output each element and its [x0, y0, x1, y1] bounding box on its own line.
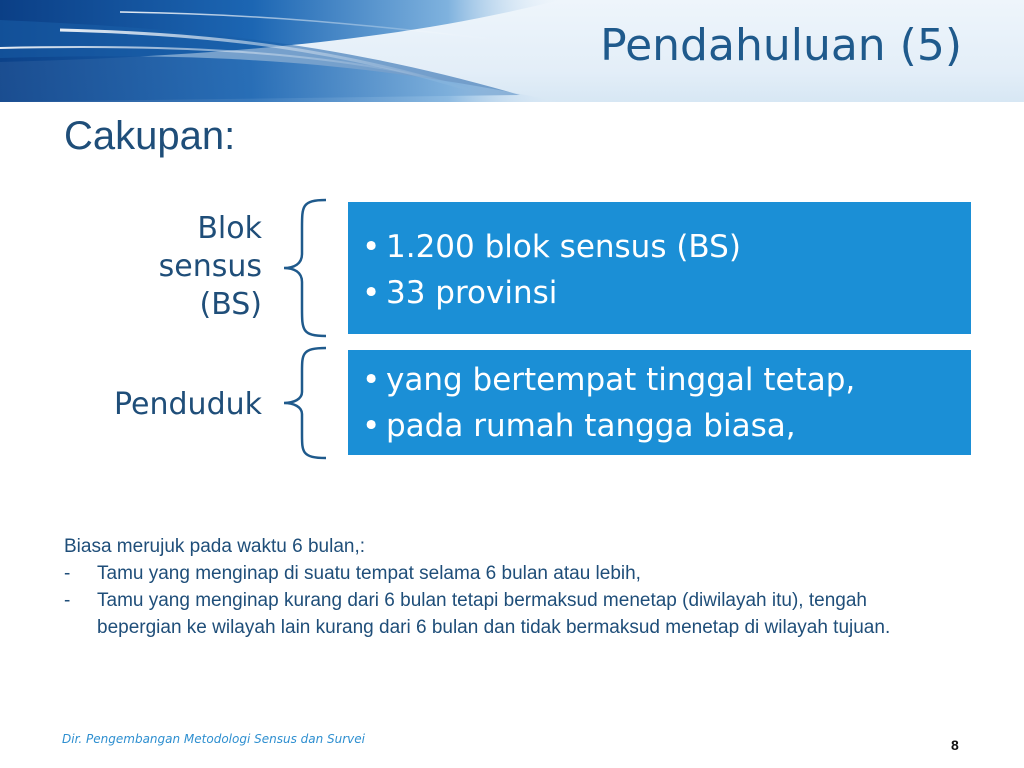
dash-bullet: - [64, 590, 71, 611]
row-label-blok-sensus [159, 210, 262, 324]
footer-organization: Dir. Pengembangan Metodologi Sensus dan Survei [62, 732, 365, 746]
bullet-text: yang bertempat tinggal tetap, [386, 362, 856, 398]
bullet-box-penduduk [348, 350, 971, 455]
bullet-item [362, 357, 971, 403]
row-label-penduduk [114, 386, 262, 424]
bullet-dot-icon: • [362, 408, 381, 444]
bullet-text: pada rumah tangga biasa, [386, 408, 796, 444]
bullet-dot-icon: • [362, 275, 381, 311]
page-number: 8 [951, 737, 959, 753]
bullet-dot-icon: • [362, 229, 381, 265]
curly-brace-icon [280, 346, 330, 460]
slide-title: Pendahuluan (5) [600, 20, 962, 71]
note-item [64, 560, 944, 587]
curly-brace-icon [280, 198, 330, 338]
bullet-text: 1.200 blok sensus (BS) [386, 229, 741, 265]
note-item-text: Tamu yang menginap di suatu tempat selama 6 bulan atau lebih, [97, 563, 641, 584]
note-item [64, 587, 944, 641]
bullet-box-blok-sensus [348, 202, 971, 334]
label-line: sensus [158, 249, 262, 284]
bullet-text: 33 provinsi [386, 275, 558, 311]
note-block [64, 533, 944, 641]
header-banner [0, 0, 1024, 102]
section-heading: Cakupan: [64, 114, 236, 158]
note-intro: Biasa merujuk pada waktu 6 bulan,: [64, 536, 366, 557]
bullet-item [362, 270, 971, 316]
bullet-item [362, 403, 971, 449]
note-item-text: Tamu yang menginap kurang dari 6 bulan tetapi bermaksud menetap (diwilayah itu), tengah bepergian ke wilayah lain kurang dari 6 bulan dan tidak bermaksud menetap di wilayah tujuan. [97, 590, 891, 638]
label-line: Blok [197, 211, 262, 246]
label-line: (BS) [199, 287, 262, 322]
label-line: Penduduk [114, 387, 262, 422]
dash-bullet: - [64, 563, 71, 584]
bullet-dot-icon: • [362, 362, 381, 398]
bullet-item [362, 224, 971, 270]
